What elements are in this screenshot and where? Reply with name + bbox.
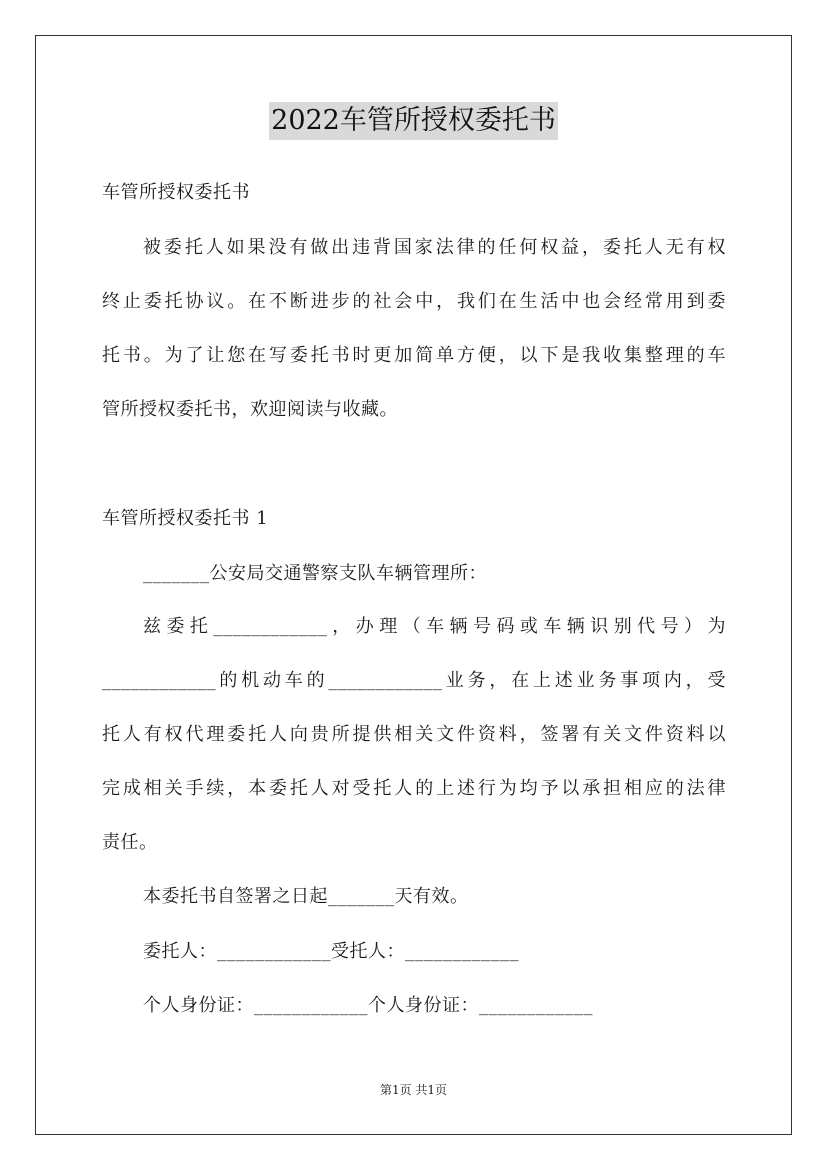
body-line-4: 完成相关手续，本委托人对受托人的上述行为均予以承担相应的法律	[102, 778, 726, 799]
intro-line-4: 管所授权委托书，欢迎阅读与收藏。	[102, 399, 398, 420]
section-title: 车管所授权委托书 1	[102, 508, 269, 529]
addressee-line: _______公安局交通警察支队车辆管理所：	[143, 563, 487, 584]
body-line-2: ____________的机动车的____________业务，在上述业务事项内，受	[102, 670, 726, 691]
body-line-5: 责任。	[102, 832, 158, 853]
page-footer: 第1页 共1页	[379, 1083, 448, 1097]
body-line-1: 兹委托____________，办理（车辆号码或车辆识别代号）为	[143, 616, 726, 637]
validity-line: 本委托书自签署之日起_______天有效。	[143, 886, 469, 907]
intro-line-3: 托书。为了让您在写委托书时更加简单方便，以下是我收集整理的车	[102, 345, 726, 366]
parties-line: 委托人：____________受托人：____________	[143, 941, 519, 962]
intro-line-2: 终止委托协议。在不断进步的社会中，我们在生活中也会经常用到委	[102, 291, 726, 312]
intro-line-1: 被委托人如果没有做出违背国家法律的任何权益，委托人无有权	[143, 237, 726, 258]
id-card-line: 个人身份证：____________个人身份证：____________	[143, 995, 593, 1016]
document-title: 2022车管所授权委托书	[269, 102, 558, 140]
document-heading: 车管所授权委托书	[102, 182, 250, 203]
body-line-3: 托人有权代理委托人向贵所提供相关文件资料，签署有关文件资料以	[102, 724, 726, 745]
title-container	[0, 102, 827, 140]
